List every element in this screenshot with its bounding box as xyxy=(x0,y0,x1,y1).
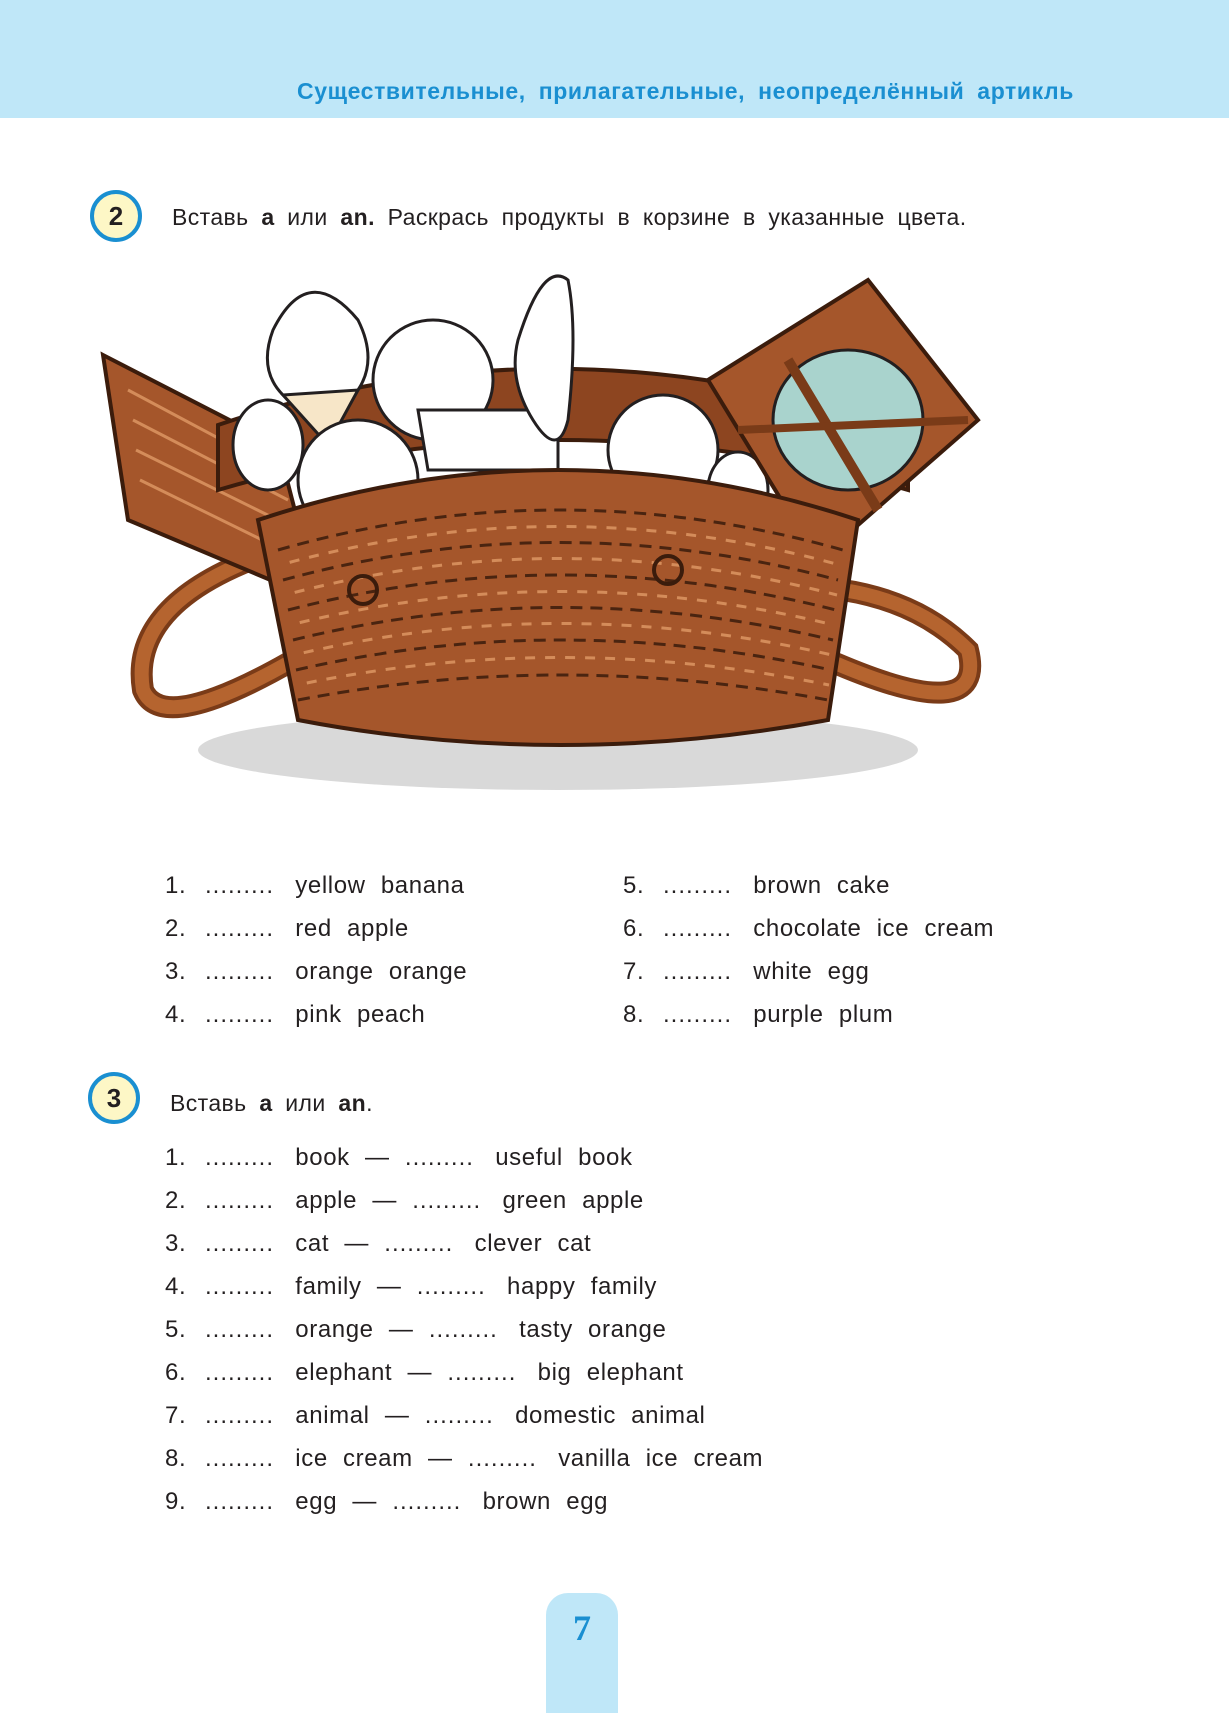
task-2-item-4: 4. ......... pink peach xyxy=(165,1001,426,1028)
answer-blank[interactable]: ......... xyxy=(205,1144,275,1171)
answer-blank[interactable]: ......... xyxy=(205,915,275,942)
answer-blank[interactable]: ......... xyxy=(392,1488,462,1515)
task-3-item: 9. ......... egg — ......... brown egg xyxy=(165,1488,609,1515)
task-2-item-1: 1. ......... yellow banana xyxy=(165,872,465,899)
task-3-item: 7. ......... animal — ......... domestic animal xyxy=(165,1402,706,1429)
answer-blank[interactable]: ......... xyxy=(205,1187,275,1214)
task-2-badge: 2 xyxy=(90,190,142,242)
task-2-item-6: 6. ......... chocolate ice cream xyxy=(623,915,995,942)
answer-blank[interactable]: ......... xyxy=(205,1488,275,1515)
answer-blank[interactable]: ......... xyxy=(663,915,733,942)
picnic-basket-illustration xyxy=(88,270,1088,830)
task-2-item-5: 5. ......... brown cake xyxy=(623,872,891,899)
task-2-item-2: 2. ......... red apple xyxy=(165,915,409,942)
answer-blank[interactable]: ......... xyxy=(404,1144,474,1171)
answer-blank[interactable]: ......... xyxy=(424,1402,494,1429)
answer-blank[interactable]: ......... xyxy=(205,1402,275,1429)
task-2-instruction: Вставь a или an. Раскрась продукты в корзине в указанные цвета. xyxy=(172,204,967,230)
answer-blank[interactable]: ......... xyxy=(205,1359,275,1386)
answer-blank[interactable]: ......... xyxy=(205,1230,275,1257)
task-3-instruction: Вставь a или an. xyxy=(170,1090,373,1116)
answer-blank[interactable]: ......... xyxy=(467,1445,537,1472)
task-3-item: 5. ......... orange — ......... tasty orange xyxy=(165,1316,667,1343)
answer-blank[interactable]: ......... xyxy=(205,958,275,985)
answer-blank[interactable]: ......... xyxy=(447,1359,517,1386)
answer-blank[interactable]: ......... xyxy=(663,958,733,985)
answer-blank[interactable]: ......... xyxy=(663,1001,733,1028)
chapter-title: Существительные, прилагательные, неопределённый артикль xyxy=(296,78,1074,104)
egg-left xyxy=(233,400,303,490)
answer-blank[interactable]: ......... xyxy=(205,1273,275,1300)
answer-blank[interactable]: ......... xyxy=(205,1316,275,1343)
answer-blank[interactable]: ......... xyxy=(384,1230,454,1257)
task-3-item: 1. ......... book — ......... useful book xyxy=(165,1144,633,1171)
answer-blank[interactable]: ......... xyxy=(663,872,733,899)
task-2-item-7: 7. ......... white egg xyxy=(623,958,870,985)
task-3-item: 3. ......... cat — ......... clever cat xyxy=(165,1230,592,1257)
answer-blank[interactable]: ......... xyxy=(205,1445,275,1472)
answer-blank[interactable]: ......... xyxy=(416,1273,486,1300)
answer-blank[interactable]: ......... xyxy=(412,1187,482,1214)
answer-blank[interactable]: ......... xyxy=(205,872,275,899)
task-3-item: 2. ......... apple — ......... green apple xyxy=(165,1187,644,1214)
answer-blank[interactable]: ......... xyxy=(205,1001,275,1028)
task-2-item-3: 3. ......... orange orange xyxy=(165,958,468,985)
task-3-item: 8. ......... ice cream — ......... vanilla ice cream xyxy=(165,1445,764,1472)
task-3-badge: 3 xyxy=(88,1072,140,1124)
task-3-item: 6. ......... elephant — ......... big elephant xyxy=(165,1359,684,1386)
task-3-item: 4. ......... family — ......... happy family xyxy=(165,1273,657,1300)
task-2-item-8: 8. ......... purple plum xyxy=(623,1001,894,1028)
answer-blank[interactable]: ......... xyxy=(428,1316,498,1343)
page-number: 7 xyxy=(573,1608,591,1648)
